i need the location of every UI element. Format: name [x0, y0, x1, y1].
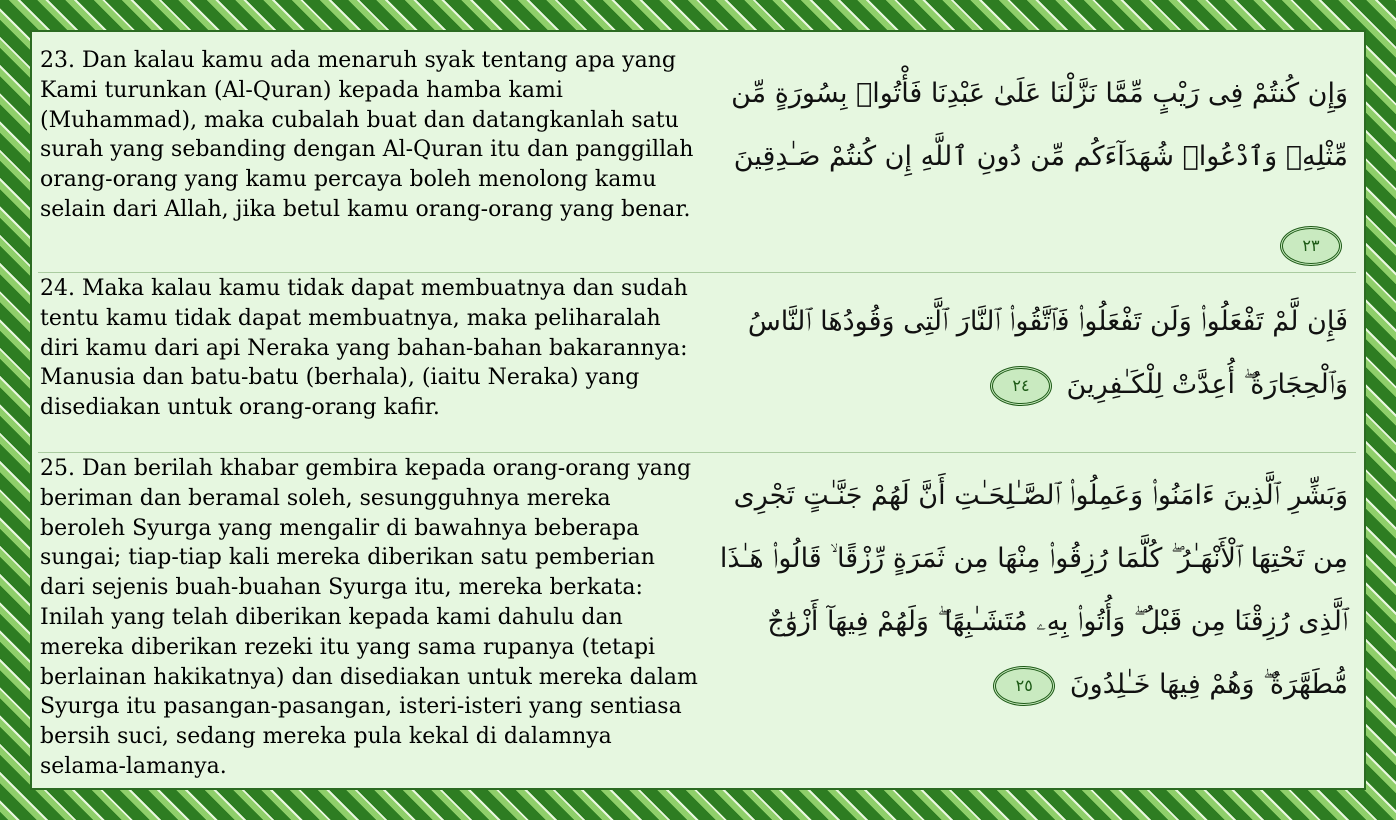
arabic-text: فَإِن لَّمْ تَفْعَلُوا۟ وَلَن تَفْعَلُوا۟ فَٱتَّقُوا۟ ٱلنَّارَ ٱلَّتِى وَقُودُهَا ٱلنَّاسُ وَٱلْحِجَارَةُ ۖ أُعِدَّتْ لِلْكَـٰفِرِينَ — [747, 306, 1348, 400]
page-content — [30, 30, 1366, 790]
verse-arabic-text — [708, 290, 1348, 416]
verse-arabic-text — [708, 62, 1348, 188]
ayah-number-marker: ٢٤ — [990, 366, 1052, 406]
verse-23 — [32, 32, 1364, 272]
ayah-number-marker: ٢٥ — [993, 666, 1055, 706]
verse-translation: 24. Maka kalau kamu tidak dapat membuatnya dan sudah tentu kamu tidak dapat membuatnya, maka peliharalah diri kamu dari api Neraka yang bahan-bahan bakarannya: Manusia dan batu-batu (berhala), (iaitu Neraka) yang disediakan untuk orang-orang kafir. — [40, 276, 688, 421]
verse-translation: 23. Dan kalau kamu ada menaruh syak tentang apa yang Kami turunkan (Al-Quran) kepada hamba kami (Muhammad), maka cubalah buat dan datangkanlah satu surah yang sebanding dengan Al-Quran itu dan panggillah orang-orang yang kamu percaya boleh menolong kamu selain dari Allah, jika betul kamu orang-orang yang benar. — [40, 48, 694, 222]
verse-24 — [32, 272, 1364, 452]
arabic-text: وَبَشِّرِ ٱلَّذِينَ ءَامَنُوا۟ وَعَمِلُوا۟ ٱلصَّـٰلِحَـٰتِ أَنَّ لَهُمْ جَنَّـٰتٍ تَجْرِى مِن تَحْتِهَا ٱلْأَنْهَـٰرُ ۖ كُلَّمَا رُزِقُوا۟ مِنْهَا مِن ثَمَرَةٍ رِّزْقًا ۙ قَالُوا۟ هَـٰذَا ٱلَّذِى رُزِقْنَا مِن قَبْلُ ۖ وَأُتُوا۟ بِهِۦ مُتَشَـٰبِهًا ۖ وَلَهُمْ فِيهَآ أَزْوَٰجٌ مُّطَهَّرَةٌ ۖ وَهُمْ فِيهَا خَـٰلِدُونَ — [719, 480, 1348, 700]
arabic-text: وَإِن كُنتُمْ فِى رَيْبٍ مِّمَّا نَزَّلْنَا عَلَىٰ عَبْدِنَا فَأْتُوا۟ بِسُورَةٍ مِّن مِّثْلِهِۦ وَٱدْعُوا۟ شُهَدَآءَكُم مِّن دُونِ ٱللَّهِ إِن كُنتُمْ صَـٰدِقِينَ — [731, 78, 1348, 172]
verse-translation: 25. Dan berilah khabar gembira kepada orang-orang yang beriman dan beramal soleh, sesungguhnya mereka beroleh Syurga yang mengalir di bawahnya beberapa sungai; tiap-tiap kali mereka diberikan satu pemberian dari sejenis buah-buahan Syurga itu, mereka berkata: Inilah yang telah diberikan kepada kami dahulu dan mereka diberikan rezeki itu yang sama rupanya (tetapi berlainan hakikatnya) dan disediakan untuk mereka dalam Syurga itu pasangan-pasangan, isteri-isteri yang sentiasa bersih suci, sedang mereka pula kekal di dalamnya selama-lamanya. — [40, 456, 698, 779]
ayah-number-marker: ٢٣ — [1280, 226, 1342, 266]
verse-25 — [32, 452, 1364, 792]
verse-arabic-text — [708, 464, 1348, 716]
